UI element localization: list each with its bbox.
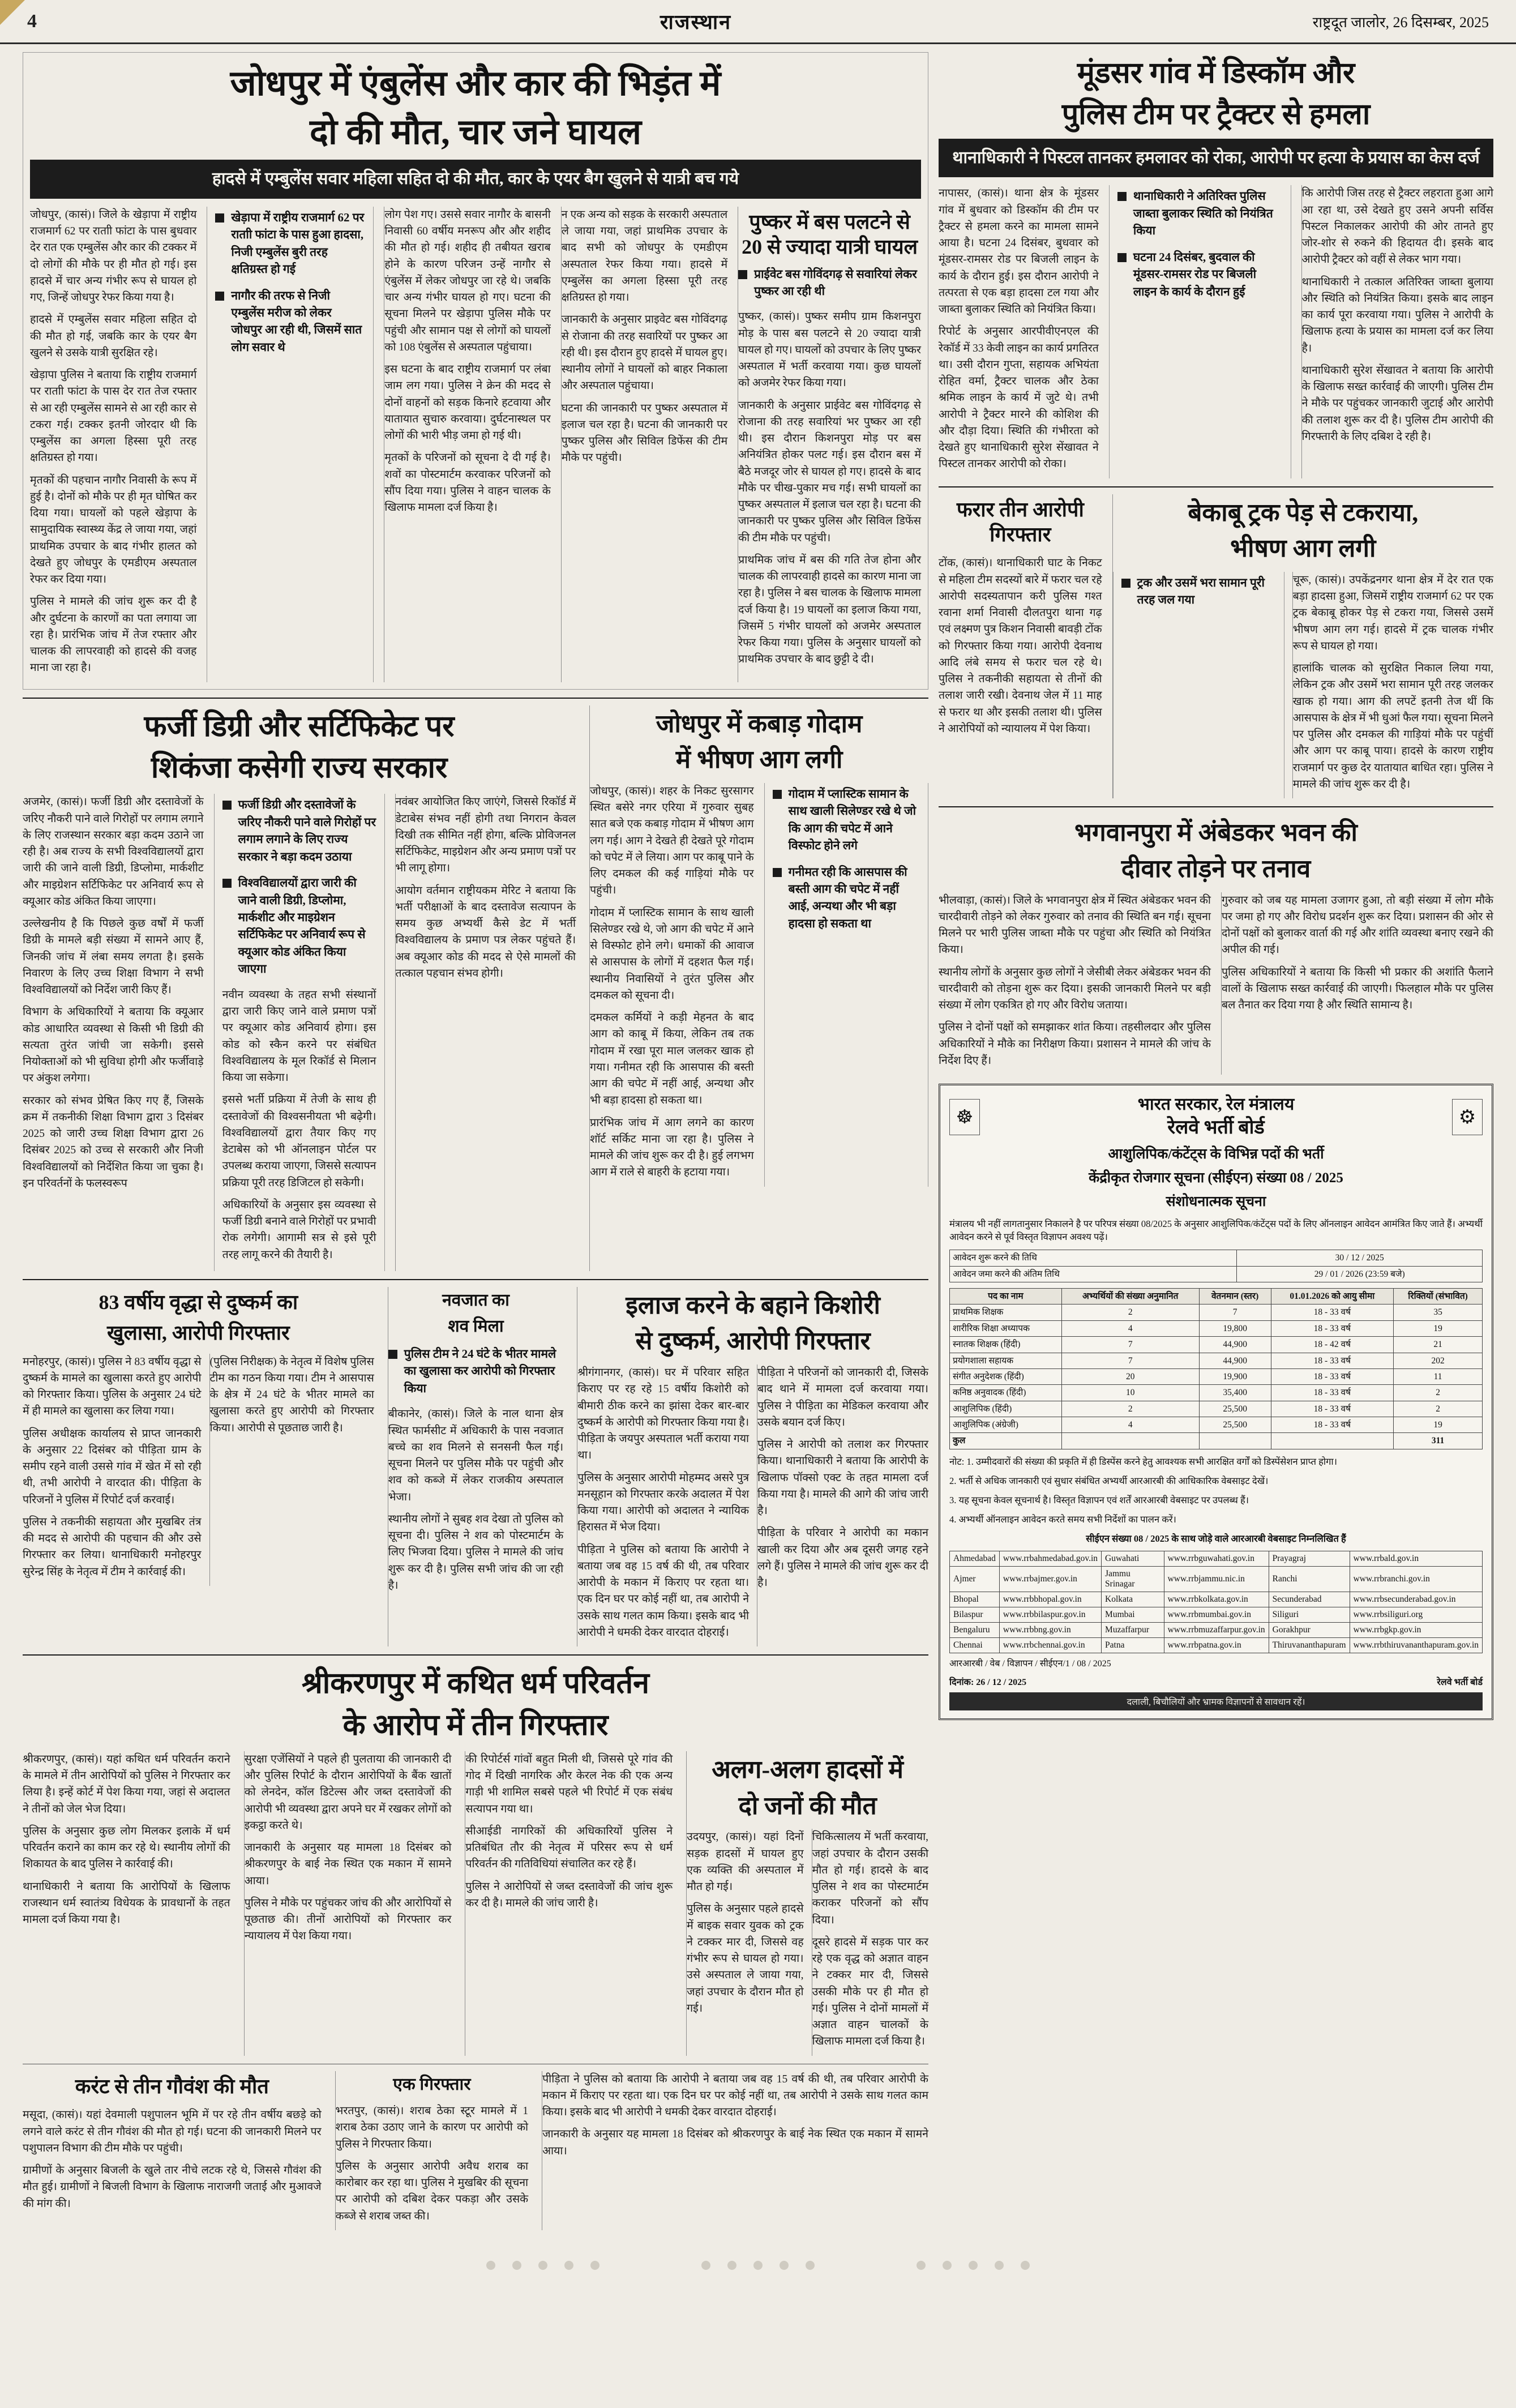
section-divider	[939, 486, 1493, 487]
list-item: प्राईवेट बस गोविंदगढ़ से सवारियां लेकर पुष्कर आ रही थी	[738, 266, 921, 300]
rrb-url[interactable]: www.rrbbng.gov.in	[999, 1623, 1101, 1638]
article-headline: नवजात का	[442, 1290, 509, 1310]
square-bullet-icon	[222, 879, 232, 888]
article-minor-rape	[577, 1287, 928, 1646]
article-headline: इलाज करने के बहाने किशोरी	[626, 1291, 880, 1319]
rrb-url[interactable]: www.rrbbilaspur.gov.in	[999, 1607, 1101, 1623]
ad-vacancy-body	[950, 1304, 1483, 1449]
rrb-city: Mumbai	[1102, 1607, 1164, 1623]
article-headline: जोधपुर में एंबुलेंस और कार की भिड़ंत में	[230, 65, 721, 103]
degree-text-col3: नवंबर आयोजित किए जाएंगे, जिससे रिकॉर्ड में डेटाबेस संभव नहीं होगी तथा निगरान केवल दिखी तक सीमित नहीं होगा, बल्कि प्रोविजनल सर्टिफिकेट, माइग्रेशन और अन्य प्रमाण पत्रों पर भी लागू होगा। आयोग वर्तमान राष्ट्रीयकम मेरिट ने बताया कि भर्ती परीक्षाओं के बाद दस्तावेज सत्यापन के समय कुछ अभ्यर्थी कैसे डेट में भर्ती विश्वविद्यालय के प्रमाण पत्र लेकर पहुंचते हैं। अब क्यूआर कोड की मदद से ऐसे मामलों की तत्काल पहचान संभव होगी।	[395, 794, 576, 1271]
pushkar-text: पुष्कर, (कासं)। पुष्कर समीप ग्राम किशनपुरा मोड़ के पास बस पलटने से 20 ज्यादा यात्री घायल हो गए। घायलों को उपचार के लिए पुष्कर अस्पताल में भर्ती करवाया गया। कुछ घायलों को अजमेर रेफर किया गया। जानकारी के अनुसार प्राईवेट बस गोविंदगढ़ से रोजाना की तरह सवारियां भर पुष्कर आ रही थी। इस दौरान किशनपुरा मोड़ पर बस अनियंत्रित होकर पलट गई। इस दौरान बस में बैठे मजदूर जोर से घायल हो गए। हादसे के बाद मौके पर चीख-पुकार मच गई। सभी घायलों का पुष्कर अस्पताल में इलाज चल रहा है। घटना की जानकारी पर पुष्कर पुलिस और सिविल डिफेंस की टीम मौके पर पहुंची। प्राथमिक जांच में बस की गति तेज होना और चालक की लापरवाही हादसे का कारण माना जा रहा है। पुलिस ने बस चालक के खिलाफ मामला दर्ज किया है। 19 घायलों का इलाज किया गया, जिसमें 5 गंभीर घायलों को अजमेर अस्पताल रेफर किया गया। पुलिस के अनुसार घायलों को प्राथमिक उपचार के बाद छुट्टी दे दी।	[738, 311, 921, 666]
dharm-text-col1: श्रीकरणपुर, (कासं)। यहां कथित धर्म परिवर्तन कराने के मामले में तीन आरोपियों को पुलिस ने गिरफ्तार कर लिया है। इन्हें कोर्ट में पेश किया गया, जहां से अदालत ने तीनों को जेल भेज दिया। पुलिस के अनुसार कुछ लोग मिलकर इलाके में धर्म परिवर्तन कराने का काम कर रहे थे। स्थानीय लोगों की शिकायत के बाद पुलिस ने कार्रवाई की। थानाधिकारी ने बताया कि आरोपियों के खिलाफ राजस्थान धर्म स्वातंत्र्य विधेयक के प्रावधानों के तहत मामला दर्ज किया गया है।	[23, 1753, 230, 1926]
cell: 11	[1394, 1368, 1483, 1384]
rrb-city: Kolkata	[1102, 1592, 1164, 1607]
filler-text-block: पीड़िता ने पुलिस को बताया कि आरोपी ने बताया जब वह 15 वर्ष की थी, तब परिवार आरोपी के मकान में किराए पर रहता था। एक दिन घर पर कोई नहीं था, तब आरोपी ने उसके साथ गलत काम किया। इसके बाद भी आरोपी ने धमकी देकर वारदात दोहराई। जानकारी के अनुसार यह मामला 18 दिसंबर को श्रीकरणपुर के बाई नेक स्थित एक मकान में सामने आया।	[542, 2071, 928, 2230]
article-headline-2: शिकंजा कसेगी राज्य सरकार	[151, 751, 448, 784]
list-item: खेड़ापा में राष्ट्रीय राजमार्ग 62 पर राताी फांटा के पास हुआ हादसा, निजी एम्बुलेंस बुरी तरह क्षतिग्रस्त हो गई	[215, 209, 365, 278]
rrb-url[interactable]: www.rrbguwahati.gov.in	[1164, 1551, 1269, 1567]
cell: 2	[1394, 1401, 1483, 1417]
minor-rape-text-col2: पीड़िता ने परिजनों को जानकारी दी, जिसके बाद थाने में मामला दर्ज करवाया गया। पुलिस ने पीड़िता का मेडिकल करवाया और उसके बयान दर्ज किए। पुलिस ने आरोपी को तलाश कर गिरफ्तार किया। थानाधिकारी ने बताया कि आरोपी के खिलाफ पॉक्सो एक्ट के तहत मामला दर्ज किया गया है। मामले की आगे की जांच जारी है। पीड़िता के परिवार ने आरोपी का मकान खाली कर दिया और अब दूसरी जगह रहने लगे हैं। पुलिस ने मामले की जांच शुरू कर दी है।	[757, 1365, 928, 1646]
list-item: थानाधिकारी ने अतिरिक्त पुलिस जाब्ता बुलाकर स्थिति को नियंत्रित किया	[1117, 187, 1283, 239]
lead-text-col3: न एक अन्य को सड़क के सरकारी अस्पताल ले जाया गया, जहां प्राथमिक उपचार के बाद सभी को जोधपुर के एमडीएम अस्पताल रेफर किया गया। हादसे में एम्बुलेंस का अगला हिस्सा पूरी तरह क्षतिग्रस्त हो गया। जानकारी के अनुसार प्राइवेट बस गोविंदगढ़ से रोजाना की तरह सवारियों पर पुष्कर आ रही थी। इस दौरान हुए हादसे में घायल हुए। स्थानीय लोगों ने घायलों को बाहर निकाला और अस्पताल पहुंचाया। घटना की जानकारी पर पुष्कर अस्पताल में इलाज चल रहा है। घटना की जानकारी पर पुष्कर पुलिस और सिविल डिफेंस की टीम मौके पर पहुंची।	[561, 207, 727, 682]
table-header-row	[950, 1289, 1483, 1304]
table-row	[950, 1304, 1483, 1320]
table-row	[950, 1607, 1483, 1623]
cell: 7	[1061, 1337, 1199, 1353]
ad-footnote-3: 3. यह सूचना केवल सूचनार्थ है। विस्तृत विज्ञापन एवं शर्तें आरआरबी वेबसाइट पर उपलब्ध हैं।	[949, 1494, 1249, 1505]
bhagwanpura-body-row	[939, 892, 1493, 1075]
rrb-url[interactable]: www.rrbpatna.gov.in	[1164, 1638, 1269, 1653]
date-label: आवेदन जमा करने की अंतिम तिथि	[950, 1266, 1237, 1282]
article-navjat	[388, 1287, 563, 1646]
article-headline: जोधपुर में कबाड़ गोदाम	[656, 709, 863, 738]
article-headline-2: दो की मौत, चार जने घायल	[309, 113, 642, 152]
cell: 4	[1061, 1320, 1199, 1336]
cell: 2	[1061, 1401, 1199, 1417]
list-item: विश्वविद्यालयों द्वारा जारी की जाने वाली डिग्री, डिप्लोमा, मार्कशीट और माइग्रेशन सर्टिफिकेट पर अनिवार्य रूप से क्यूआर कोड अंकित किया जाएगा	[222, 874, 376, 978]
reg-dot	[538, 2261, 547, 2270]
reg-dot	[780, 2261, 789, 2270]
cell: 20	[1061, 1368, 1199, 1384]
ad-date: दिनांक: 26 / 12 / 2025	[949, 1677, 1027, 1687]
cell: 19	[1394, 1320, 1483, 1336]
truck-text: चूरू, (कासं)। उपकेंद्रनगर थाना क्षेत्र में देर रात एक बड़ा हादसा हुआ, जिसमें राष्ट्रीय राजमार्ग 62 पर एक ट्रक बेकाबू होकर पेड़ से टकरा गया, जिससे उसमें भीषण आग लग गई। हादसे में ट्रक चालक गंभीर रूप से घायल हो गया। हालांकि चालक को सुरक्षित निकाल लिया गया, लेकिन ट्रक और उसमें भरा सामान पूरी तरह जलकर खाक हो गया। आग की लपटें इतनी तेज थीं कि आसपास के क्षेत्र में भी धुआं फैल गया। सूचना मिलने पर पुलिस और दमकल की गाड़ियां मौके पर पहुंचीं और आग पर काबू पाया। हादसे के कारण राष्ट्रीय राजमार्ग पर कुछ देर यातायात बाधित रहा। पुलिस ने मामले की जांच शुरू कर दी है।	[1292, 572, 1493, 798]
kabad-text: जोधपुर, (कासं)। शहर के निकट सुरसागर स्थित बसेरे नगर एरिया में गुरुवार सुबह सात बजे एक कबाड़ गोदाम में भीषण आग लग गई। आग ने देखते ही देखते पूरे गोदाम को चपेट में ले लिया। आग पर काबू पाने के लिए दमकल की कई गाड़ियां मौके पर पहुंची। गोदाम में प्लास्टिक सामान के साथ खाली सिलेण्डर रखे थे, जो आग की चपेट में आने से विस्फोट होने लगे। धमाकों की आवाज से आसपास के लोगों में दहशत फैल गई। स्थानीय निवासियों ने तुरंत पुलिस और दमकल को सूचना दी। दमकल कर्मियों ने कड़ी मेहनत के बाद आग को काबू में किया, लेकिन तब तक गोदाम में रखा पूरा माल जलकर खाक हो गया। गनीमत रही कि आसपास की बस्ती आग की चपेट में नहीं आई, अन्यथा और भी बड़ा हादसा हो सकता था। प्रारंभिक जांच में आग लगने का कारण शॉर्ट सर्किट माना जा रहा है। पुलिस ने मामले की जांच शुरू कर दी है। हुई लगभग आग में राले से बाहरी के हटाया गया।	[590, 785, 754, 1179]
ad-vacancy-table	[949, 1288, 1483, 1449]
date-value: 29 / 01 / 2026 (23:59 बजे)	[1237, 1266, 1483, 1282]
cell: 18 - 42 वर्ष	[1271, 1337, 1394, 1353]
section-divider	[23, 1654, 928, 1656]
degree-bullets	[214, 794, 385, 1271]
article-two-deaths	[686, 1751, 928, 2056]
rrb-city: Bhopal	[950, 1592, 1000, 1607]
cell: आशुलिपिक (हिंदी)	[950, 1401, 1062, 1417]
rrb-city: Jammu Srinagar	[1102, 1567, 1164, 1592]
table-row	[950, 1592, 1483, 1607]
cell: 2	[1061, 1304, 1199, 1320]
article-truck-fire	[1112, 494, 1493, 799]
square-bullet-icon	[222, 801, 232, 810]
article-headline: करंट से तीन गौवंश की मौत	[75, 2075, 269, 2098]
square-bullet-icon	[215, 292, 224, 301]
cell: 35	[1394, 1304, 1483, 1320]
rrb-url[interactable]: www.rrbthiruvananthapuram.gov.in	[1350, 1638, 1482, 1653]
square-bullet-icon	[1117, 192, 1127, 201]
rrb-city: Ahmedabad	[950, 1551, 1000, 1567]
minor-rape-text-col1: श्रीगंगानगर, (कासं)। घर में परिवार सहित किराए पर रह रहे 15 वर्षीय किशोरी को बीमारी ठीक करने का झांसा देकर बार-बार दुष्कर्म के आरोपी को गिरफ्तार किया गया है। पीड़िता के जयपुर अस्पताल भर्ती कराया गया था। पुलिस के अनुसार आरोपी मोहम्मद असरे पुत्र मनसूहान को गिरफ्तार करके अदालत में पेश किया गया। आरोपी को अदालत ने न्यायिक हिरासत में भेज दिया। पीड़िता ने पुलिस को बताया कि आरोपी ने बताया जब वह 15 वर्ष की थी, तब परिवार आरोपी के मकान में किराए पर रहता था। एक दिन घर पर कोई नहीं था, तब आरोपी ने उसके साथ गलत काम किया। इसके बाद भी आरोपी ने धमकी देकर वारदात दोहराई।	[577, 1367, 750, 1639]
cell: स्नातक शिक्षक (हिंदी)	[950, 1337, 1062, 1353]
article-headline: मूंडसर गांव में डिस्कॉम और	[1077, 57, 1355, 89]
ad-subtitle-1: आशुलिपिक/कंटेंट्स के विभिन्न पदों की भर्ती	[1108, 1147, 1324, 1162]
rrb-url[interactable]: www.rrbmuzaffarpur.gov.in	[1164, 1623, 1269, 1638]
mundsar-text-col2: कि आरोपी जिस तरह से ट्रैक्टर लहराता हुआ आगे आ रहा था, उसे देखते हुए उसने अपनी सर्विस पिस्टल निकालकर आरोपी की ओर तानते हुए जोर-शोर से रुकने की हिदायत दी। इसके बाद आरोपी ट्रैक्टर को वहीं से लेकर भाग गया। थानाधिकारी ने तत्काल अतिरिक्त जाब्ता बुलाया और स्थिति को नियंत्रित किया। इसके बाद लाइन का कार्य पूरा करवाया गया। पुलिस ने आरोपी के खिलाफ हत्या के प्रयास का मामला दर्ज कर लिया है। थानाधिकारी सुरेश सेंखावत ने बताया कि आरोपी के खिलाफ सख्त कार्रवाई की जाएगी। पुलिस टीम ने मौके पर पहुंचकर जानकारी जुटाई और आरोपी की तलाश शुरू कर दी है। पुलिस टीम आरोपी की गिरफ्तारी के लिए दबिश दे रही है।	[1301, 185, 1493, 478]
list-item: ट्रक और उसमें भरा सामान पूरी तरह जल गया	[1121, 574, 1276, 609]
reg-dot	[564, 2261, 573, 2270]
two-deaths-text-col1: उदयपुर, (कासं)। यहां दिनों सड़क हादसों में घायल हुए एक व्यक्ति की अस्पताल में मौत हो गई। पुलिस के अनुसार पहले हादसे में बाइक सवार युवक को ट्रक ने टक्कर मार दी, जिससे वह गंभीर रूप से घायल हो गया। उसे अस्पताल ले जाया गया, जहां उपचार के दौरान मौत हो गई।	[687, 1831, 804, 2014]
rrb-city: Patna	[1102, 1638, 1164, 1653]
ad-signature-row	[949, 1675, 1483, 1688]
rrb-city: Bilaspur	[950, 1607, 1000, 1623]
cell	[1199, 1433, 1271, 1449]
list-item: गोदाम में प्लास्टिक सामान के साथ खाली सिलेण्डर रखे थे जो कि आग की चपेट में आने विस्फोट होने लगे	[773, 785, 920, 854]
mundsar-text-col1: नापासर, (कासं)। थाना क्षेत्र के मूंडसर गांव में बुधवार को डिस्कॉम की टीम पर ट्रैक्टर से हमला करने का मामला सामने आया है। घटना 24 दिसंबर, बुधवार को मूंडसर-रामसर रोड पर बिजली लाइन के कार्य के दौरान हुई। इस दौरान आरोपी ने तत्परता से एक बड़ा हादसा टल गया और जाब्ता बुलाकर स्थिति को नियंत्रित किया। रिपोर्ट के अनुसार आरपीवीएनएल की रेकॉर्ड में 33 केवी लाइन का कार्य प्रगतिरत था। उसी दौरान गुप्ता, सहायक अभियंता रोहित वर्मा, ट्रैक्टर चालक और ठेका श्रमिक लाइन के कार्य में जुटे थे। तभी आरोपी ने ट्रैक्टर मारने की कोशिश की और दौड़ा दिया। स्थिति की गंभीरता को देखते हुए थानाधिकारी सुरेश सेंखावत ने पिस्टल तानकर आरोपी को रोका।	[939, 187, 1099, 471]
article-dharm-parivartan	[23, 1662, 928, 2055]
ad-title	[1138, 1093, 1294, 1140]
rrb-city: Siliguri	[1269, 1607, 1350, 1623]
ad-authority: रेलवे भर्ती बोर्ड	[1437, 1677, 1483, 1687]
table-row	[950, 1320, 1483, 1336]
right-column	[939, 52, 1493, 2230]
ad-links-table	[949, 1551, 1483, 1653]
article-headline-2: में भीषण आग लगी	[675, 746, 843, 774]
article-headline: पुष्कर में बस पलटने से 20 से ज्यादा यात्री घायल	[742, 210, 918, 258]
cell: 2	[1394, 1385, 1483, 1401]
footer-registration-marks	[0, 2253, 1516, 2273]
cell: 25,500	[1199, 1417, 1271, 1433]
cell: 10	[1061, 1385, 1199, 1401]
list-item: गनीमत रही कि आसपास की बस्ती आग की चपेट में नहीं आई, अन्यथा और भी बड़ा हादसा हो सकता था	[773, 863, 920, 933]
cell: 18 - 33 वर्ष	[1271, 1417, 1394, 1433]
rrb-url[interactable]: www.rrbchennai.gov.in	[999, 1638, 1101, 1653]
list-item: पुलिस टीम ने 24 घंटे के भीतर मामले का खुलासा कर आरोपी को गिरफ्तार किया	[388, 1345, 563, 1397]
ad-org-line2: रेलवे भर्ती बोर्ड	[1167, 1117, 1265, 1139]
square-bullet-icon	[1117, 253, 1127, 262]
mundsar-bullets	[1109, 185, 1291, 478]
section-divider	[23, 698, 928, 699]
left-column	[23, 52, 928, 2230]
rrb-city: Chennai	[950, 1638, 1000, 1653]
list-item: घटना 24 दिसंबर, बुदवाल की मूंडसर-रामसर रोड पर बिजली लाइन के कार्य के दौरान हुई	[1117, 249, 1283, 300]
lead-text-col1: जोधपुर, (कासं)। जिले के खेड़ापा में राष्ट्रीय राजमार्ग 62 पर राताी फांटा के पास बुधवार देर रात एक एम्बुलेंस और कार की टक्कर में दो लोगों की मौके पर ही मौत हो गई। इस हादसे में चार अन्य गंभीर रूप से घायल हो गए, जिन्हें जोधपुर रेफर किया गया है। हादसे में एम्बुलेंस सवार महिला सहित दो की मौत हो गई, जबकि कार के एयर बैग खुलने से उसके यात्री सुरक्षित रहे। खेड़ापा पुलिस ने बताया कि राष्ट्रीय राजमार्ग पर राताी फांटा के पास देर रात तेज रफ्तार से आ रही एम्बुलेंस सामने से आ रही कार से टकरा गई। टक्कर इतनी जोरदार थी कि एम्बुलेंस का अगला हिस्सा पूरी तरह क्षतिग्रस्त हो गया। मृतकों की पहचान नागौर निवासी के रूप में हुई है। दोनों को मौके पर ही मृत घोषित कर दिया गया। घायलों को पहले खेड़ापा के सामुदायिक स्वास्थ्य केंद्र ले जाया गया, जहां प्राथमिक उपचार के बाद गंभीर हालत को देखते हुए जोधपुर के एमडीएम अस्पताल रेफर कर दिया गया। पुलिस ने मामले की जांच शुरू कर दी है और दुर्घटना के कारणों का पता लगाया जा रहा है। प्रारंभिक जांच में तेज रफ्तार और चालक की लापरवाही को हादसे की वजह माना जा रहा है।	[30, 208, 197, 674]
bhagwanpura-text-col1: भीलवाड़ा, (कासं)। जिले के भगवानपुरा क्षेत्र में स्थित अंबेडकर भवन की चारदीवारी तोड़ने को लेकर गुरुवार को तनाव की स्थिति बन गई। सूचना मिलने पर भारी पुलिस जाब्ता मौके पर पहुंचा और स्थिति को नियंत्रित किया। स्थानीय लोगों के अनुसार कुछ लोगों ने जेसीबी लेकर अंबेडकर भवन की चारदीवारी को तोड़ना शुरू कर दिया। इसकी जानकारी मिलने पर बड़ी संख्या में लोग एकत्रित हो गए और विरोध जताया। पुलिस ने दोनों पक्षों को समझाकर शांत किया। तहसीलदार और पुलिस अधिकारियों ने मौके का निरीक्षण किया। प्रशासन ने मामले की जांच के निर्देश दिए हैं।	[939, 894, 1211, 1067]
cell	[1271, 1433, 1394, 1449]
section-divider	[23, 1279, 928, 1280]
row-farari-truck	[939, 494, 1493, 799]
reg-dot	[943, 2261, 952, 2270]
dharm-body-row	[23, 1751, 928, 2056]
rrb-city: Ranchi	[1269, 1567, 1350, 1592]
row-rape-navjat	[23, 1287, 928, 1646]
edition-line: राष्ट्रदूत जालोर, 26 दिसम्बर, 2025	[1312, 14, 1489, 31]
article-headline: फरार तीन आरोपी गिरफ्तार	[956, 498, 1084, 546]
ad-subtitle-3: संशोधनात्मक सूचना	[1166, 1194, 1266, 1209]
table-row	[950, 1567, 1483, 1592]
two-deaths-body-row	[687, 1829, 928, 2055]
article-three-arrested	[939, 494, 1102, 799]
article-headline-2: के आरोप में तीन गिरफ्तार	[342, 1709, 609, 1742]
lead-body-row	[30, 207, 921, 682]
article-current-cattle	[23, 2071, 322, 2230]
farari-text: टोंक, (कासं)। थानाधिकारी घाट के निकट से महिला टीम सदस्यों बारे में फरार चल रहे आरोपी सदस्यतापान करी पुलिस गश्त रवाना शर्मा निवासी दौलतपुरा थाना गढ़ एवं लक्ष्मण पुत्र किशन निवासी बावड़ी टोंक को गिरफ्तार किया गया। आरोपी देवनाथ आदि लंबे समय से फरार चल रहे थे। पुलिस ने तकनीकी सहायता से तीनों की तलाश जारी रखी। देवनाथ जेल में 11 माह से फरार था और इसकी तलाश थी। पुलिस ने आरोपियों को न्यायालय में पेश किया।	[939, 557, 1102, 735]
truck-bullets	[1113, 572, 1284, 798]
article-headline-2: दो जनों की मौत	[738, 1791, 877, 1820]
table-row	[950, 1266, 1483, 1282]
ad-reference-line: आरआरबी / वेब / विज्ञापन / सीईएन/1 / 08 / 2025	[949, 1659, 1111, 1669]
reg-dot	[806, 2261, 815, 2270]
table-row	[950, 1385, 1483, 1401]
article-headline: 83 वर्षीय वृद्धा से दुष्कर्म का	[99, 1290, 298, 1314]
dharm-text-col3: की रिपोर्टर्स गांवों बहुत मिली थी, जिससे पूरे गांव की गोद में दिखी नागरिक और केरल नेक की एक अन्य गाड़ी भी शामिल सबसे पहले भी रिपोर्ट में एक संबंध सत्यापन गया था। सीआईडी नागरिकों की अधिकारियों पुलिस ने प्रतिबंधित तौर की नेतृत्व में परिसर रूप से धर्म परिवर्तन की गतिविधियां संचालित कर रहे हैं। पुलिस ने आरोपियों से जब्त दस्तावेजों की जांच शुरू कर दी है। मामले की जांच जारी है।	[465, 1751, 673, 2056]
date-label: आवेदन शुरू करने की तिथि	[950, 1250, 1237, 1266]
list-item: नागौर की तरफ से निजी एम्बुलेंस मरीज को लेकर जोधपुर आ रही थी, जिसमें सात लोग सवार थे	[215, 287, 365, 356]
cell: 18 - 33 वर्ष	[1271, 1320, 1394, 1336]
cell: 4	[1061, 1417, 1199, 1433]
article-headline-2: खुलासा, आरोपी गिरफ्तार	[107, 1321, 290, 1344]
rrb-city: Gorakhpur	[1269, 1623, 1350, 1638]
row-degree-kabad	[23, 705, 928, 1271]
national-emblem-icon: ☸	[949, 1099, 980, 1135]
article-headline-2: भीषण आग लगी	[1230, 534, 1376, 563]
col-payscale: वेतनमान (स्तर)	[1199, 1289, 1271, 1304]
article-jodhpur-ambulance	[23, 52, 928, 690]
rrb-url[interactable]: www.rrbbhopal.gov.in	[999, 1592, 1101, 1607]
reg-dot	[512, 2261, 521, 2270]
page-number: 4	[27, 10, 37, 32]
rrb-url[interactable]: www.rrbald.gov.in	[1350, 1551, 1482, 1567]
cell	[1061, 1433, 1199, 1449]
ad-links-title: सीईएन संख्या 08 / 2025 के साथ जोड़े वाले आरआरबी वेबसाइट निम्नलिखित हैं	[1086, 1533, 1346, 1544]
kabad-bullets	[764, 783, 928, 1187]
cell: 25,500	[1199, 1401, 1271, 1417]
col-post-name: पद का नाम	[950, 1289, 1062, 1304]
degree-text-col2: नवीन व्यवस्था के तहत सभी संस्थानों द्वारा जारी किए जाने वाले प्रमाण पत्रों पर क्यूआर कोड अनिवार्य होगा। इस कोड को स्कैन करने पर संबंधित विश्वविद्यालय के मूल रिकॉर्ड से मिलान किया जा सकेगा। इससे भर्ती प्रक्रिया में तेजी के साथ ही दस्तावेजों की विश्वसनीयता भी बढ़ेगी। विश्वविद्यालयों द्वारा तैयार किए गए डेटाबेस को भी ऑनलाइन पोर्टल पर उपलब्ध कराया जाएगा, जिससे सत्यापन प्रक्रिया पूरी तरह डिजिटल हो सकेगी। अधिकारियों के अनुसार इस व्यवस्था से फर्जी डिग्री बनाने वाले गिरोहों पर प्रभावी रोक लगेगी। आगामी सत्र से इसे पूरी तरह लागू करने की तैयारी है।	[222, 989, 376, 1261]
cell: प्राथमिक शिक्षक	[950, 1304, 1062, 1320]
rrb-city: Ajmer	[950, 1567, 1000, 1592]
ad-org-line1: भारत सरकार, रेल मंत्रालय	[1137, 1095, 1295, 1114]
bhagwanpura-text-col2: गुरुवार को जब यह मामला उजागर हुआ, तो बड़ी संख्या में लोग मौके पर जमा हो गए और विरोध प्रदर्शन शुरू कर दिया। प्रशासन की ओर से दोनों पक्षों को बुलाकर वार्ता की गई और शांति व्यवस्था बनाए रखने की अपील की गई। पुलिस अधिकारियों ने बताया कि किसी भी प्रकार की अशांति फैलाने वालों के खिलाफ सख्त कार्रवाई की जाएगी। फिलहाल मौके पर पुलिस बल तैनात कर दिया गया है और स्थिति सामान्य है।	[1221, 892, 1493, 1075]
two-deaths-text-col2: चिकित्सालय में भर्ती करवाया, जहां उपचार के दौरान उसकी मौत हो गई। हादसे के बाद पुलिस ने शव का पोस्टमार्टम कराकर परिजनों को सौंप दिया। दूसरे हादसे में सड़क पार कर रहे एक वृद्ध को अज्ञात वाहन ने टक्कर मार दी, जिससे उसकी मौके पर ही मौत हो गई। पुलिस ने दोनों मामलों में अज्ञात वाहन चालकों के खिलाफ मामला दर्ज किया है।	[812, 1829, 928, 2055]
table-row	[950, 1551, 1483, 1567]
rape83-text-col2: (पुलिस निरीक्षक) के नेतृत्व में विशेष पुलिस टीम का गठन किया गया। टीम ने आसपास के क्षेत्र में 24 घंटे के भीतर मामले का खुलासा करते हुए आरोपी को गिरफ्तार किया। आरोपी से पूछताछ जारी है।	[209, 1354, 374, 1586]
reg-dot	[590, 2261, 599, 2270]
ad-warning-strip: दलाली, बिचौलियों और भ्रामक विज्ञापनों से सावधान रहें।	[949, 1692, 1483, 1710]
rape83-body-row	[23, 1354, 374, 1586]
rrb-url[interactable]: www.rrbjammu.nic.in	[1164, 1567, 1269, 1592]
cell: 7	[1061, 1353, 1199, 1368]
cell: 44,900	[1199, 1337, 1271, 1353]
reg-dot	[701, 2261, 710, 2270]
col-age-limit: 01.01.2026 को आयु सीमा	[1271, 1289, 1394, 1304]
cell: 18 - 33 वर्ष	[1271, 1385, 1394, 1401]
table-row	[950, 1638, 1483, 1653]
reg-dot	[727, 2261, 736, 2270]
cell: 19	[1394, 1417, 1483, 1433]
table-row	[950, 1250, 1483, 1266]
kabad-body-row	[590, 783, 928, 1187]
cell: शारीरिक शिक्षा अध्यापक	[950, 1320, 1062, 1336]
reg-dot	[486, 2261, 495, 2270]
article-subhead: हादसे में एम्बुलेंस सवार महिला सहित दो की मौत, कार के एयर बैग खुलने से यात्री बच गये	[30, 160, 921, 199]
square-bullet-icon	[388, 1350, 397, 1359]
article-bhagwanpura	[939, 814, 1493, 1075]
cell: कनिष्ठ अनुवादक (हिंदी)	[950, 1385, 1062, 1401]
article-headline-2: दीवार तोड़ने पर तनाव	[1121, 854, 1311, 883]
cell: 18 - 33 वर्ष	[1271, 1353, 1394, 1368]
rape83-text: मनोहरपुर, (कासं)। पुलिस ने 83 वर्षीय वृद्धा से दुष्कर्म के मामले का खुलासा करते हुए आरोपी को गिरफ्तार किया। पुलिस के अनुसार 24 घंटे में ही मामले का खुलासा कर लिया गया। पुलिस अधीक्षक कार्यालय से प्राप्त जानकारी के अनुसार 22 दिसंबर को पीड़िता ग्राम के समीप रहने वाली उससे गांव में खेत में सो रही थी, तभी आरोपी ने वारदात की। पीड़िता के परिजनों ने पुलिस में रिपोर्ट दर्ज करवाई। पुलिस ने तकनीकी सहायता और मुखबिर तंत्र की मदद से आरोपी की पहचान की और उसे गिरफ्तार कर लिया। थानाधिकारी मनोहरपुर सुरेन्द्र सिंह के नेतृत्व में टीम ने कार्रवाई की।	[23, 1355, 202, 1578]
article-pushkar-bus	[738, 207, 921, 682]
list-item: फर्जी डिग्री और दस्तावेजों के जरिए नौकरी पाने वाले गिरोहों पर लगाम लगाने के लिए राज्य सरकार ने बड़ा कदम उठाया	[222, 796, 376, 865]
table-row	[950, 1401, 1483, 1417]
section-divider	[939, 806, 1493, 807]
table-row	[950, 1353, 1483, 1368]
degree-text-col1: अजमेर, (कासं)। फर्जी डिग्री और दस्तावेजों के जरिए नौकरी पाने वाले गिरोहों पर लगाम लगाने के लिए राजस्थान सरकार बड़ा कदम उठाने जा रही है। अब राज्य के सभी विश्वविद्यालयों द्वारा जारी की जाने वाली डिग्री, डिप्लोमा, मार्कशीट और माइग्रेशन सर्टिफिकेट पर अनिवार्य रूप से क्यूआर कोड अंकित किया जाएगा। उल्लेखनीय है कि पिछले कुछ वर्षों में फर्जी डिग्री के मामले बड़ी संख्या में सामने आए हैं, जिनकी जांच में लंबा समय लगता है। इसके निवारण के लिए उच्च शिक्षा विभाग ने सभी विश्वविद्यालयों को निर्देश जारी किए हैं। विभाग के अधिकारियों ने बताया कि क्यूआर कोड आधारित व्यवस्था से किसी भी डिग्री की सत्यता तुरंत जांची जा सकेगी। इससे नियोक्ताओं को भी सुविधा होगी और फर्जीवाड़े पर अंकुश लगेगा। सरकार को संभव प्रेषित किए गए हैं, जिसके क्रम में तकनीकी शिक्षा विभाग द्वारा 3 दिसंबर 2025 को जारी उच्च शिक्षा विभाग द्वारा 26 दिसंबर 2025 को उच्च से सरकारी और निजी विश्वविद्यालयों को निर्देशित किया जा चुका है। इन परिवर्तनों के फलस्वरूप	[23, 796, 204, 1190]
cell: 44,900	[1199, 1353, 1271, 1368]
dharm-text-col2: सुरक्षा एजेंसियों ने पहले ही पुलताया की जानकारी दी और पुलिस रिपोर्ट के दौरान आरोपियों के बैंक खातों को लेनदेन, कॉल डिटेल्स और जब्त दस्तावेजों की आरोपी भी व्यवस्था द्वारा अपने घर में रखकर लोगों को इकट्ठा करते थे। जानकारी के अनुसार यह मामला 18 दिसंबर को श्रीकरणपुर के बाई नेक स्थित एक मकान में सामने आया। पुलिस ने मौके पर पहुंचकर जांच की और आरोपियों से पूछताछ की। तीनों आरोपियों को गिरफ्तार कर न्यायालय में पेश किया गया।	[244, 1751, 452, 2056]
article-headline: फर्जी डिग्री और सर्टिफिकेट पर	[144, 710, 455, 743]
square-bullet-icon	[1121, 579, 1130, 588]
minor-rape-body-row	[577, 1365, 928, 1646]
cell: 18 - 33 वर्ष	[1271, 1368, 1394, 1384]
rrb-url[interactable]: www.rrbsecunderabad.gov.in	[1350, 1592, 1482, 1607]
article-rape-83	[23, 1287, 374, 1646]
cell: 18 - 33 वर्ष	[1271, 1401, 1394, 1417]
mundsar-body-row	[939, 185, 1493, 478]
article-headline: श्रीकरणपुर में कथित धर्म परिवर्तन	[301, 1667, 650, 1700]
article-headline-2: से दुष्कर्म, आरोपी गिरफ्तार	[635, 1327, 871, 1355]
reg-dot	[1021, 2261, 1030, 2270]
rrb-city: Thiruvananthapuram	[1269, 1638, 1350, 1653]
article-fake-degree	[23, 705, 576, 1271]
col-candidates: अभ्यर्थियों की संख्या अनुमानित	[1061, 1289, 1199, 1304]
table-row	[950, 1368, 1483, 1384]
rrb-url[interactable]: www.rrbmumbai.gov.in	[1164, 1607, 1269, 1623]
article-headline: अलग-अलग हादसों में	[712, 1755, 903, 1783]
ad-notice-text: मंत्रालय भी नहीं लागतानुसार निकालने है पर परिपत्र संख्या 08/2025 के अनुसार आशुलिपिक/कंटेंट्स पदों के लिए ऑनलाइन आवेदन आमंत्रित किए जाते हैं। अभ्यर्थी आवेदन करने से पूर्व विस्तृत विज्ञापन अवश्य पढ़ें।	[949, 1218, 1483, 1243]
truck-body-row	[1113, 572, 1493, 798]
cell: 18 - 33 वर्ष	[1271, 1304, 1394, 1320]
page-title: राजस्थान	[659, 11, 732, 33]
table-row	[950, 1337, 1483, 1353]
rrb-city: Bengaluru	[950, 1623, 1000, 1638]
table-row-total	[950, 1433, 1483, 1449]
article-subhead: थानाधिकारी ने पिस्टल तानकर हमलावर को रोका, आरोपी पर हत्या के प्रयास का केस दर्ज	[939, 139, 1493, 178]
rrb-city: Guwahati	[1102, 1551, 1164, 1567]
rrb-url[interactable]: www.rrbkolkata.gov.in	[1164, 1592, 1269, 1607]
rrb-url[interactable]: www.rrbsiliguri.org	[1350, 1607, 1482, 1623]
article-headline: बेकाबू ट्रक पेड़ से टकराया,	[1188, 498, 1419, 527]
reg-dot	[969, 2261, 978, 2270]
table-row	[950, 1417, 1483, 1433]
reg-dot	[753, 2261, 763, 2270]
railway-recruitment-advertisement	[939, 1084, 1493, 1720]
reg-dot	[995, 2261, 1004, 2270]
ad-header	[949, 1093, 1483, 1140]
table-row	[950, 1623, 1483, 1638]
ad-footnote-1: नोट: 1. उम्मीदवारों की संख्या की प्रकृति में ही डिस्पेंस करने हेतु आवश्यक सभी आरक्षित वर्गों को डिस्पेंसेशन प्राप्त होगा।	[949, 1456, 1337, 1467]
masthead	[0, 0, 1516, 44]
cell: संगीत अनुदेशक (हिंदी)	[950, 1368, 1062, 1384]
cell: 7	[1199, 1304, 1271, 1320]
row-current-arrest	[23, 2071, 928, 2230]
article-mundsar-attack	[939, 52, 1493, 478]
article-headline: भगवानपुरा में अंबेडकर भवन की	[1074, 819, 1357, 847]
page-corner-decoration	[0, 0, 25, 25]
cell: 35,400	[1199, 1385, 1271, 1401]
ad-subtitle-2: केंद्रीकृत रोजगार सूचना (सीईएन) संख्या 08 / 2025	[1089, 1170, 1343, 1186]
railway-logo-icon: ⚙	[1452, 1099, 1483, 1135]
ad-dates-table	[949, 1250, 1483, 1282]
current-text: मसूदा, (कासं)। यहां देवमाली पशुपालन भूमि में पर रहे तीन वर्षीय बछड़े को लगने वाले करंट से तीन गौवंश की मौत हो गई। घटना की जानकारी मिलने पर पशुपालन विभाग की टीम मौके पर पहुंची। ग्रामीणों के अनुसार बिजली के खुले तार नीचे लटक रहे थे, जिससे गौवंश की मौत हुई। ग्रामीणों ने बिजली विभाग के खिलाफ नाराजगी जताई और मुआवजे की मांग की।	[23, 2109, 322, 2210]
col-vacancies: रिक्तियों (संभावित)	[1394, 1289, 1483, 1304]
cell: प्रयोगशाला सहायक	[950, 1353, 1062, 1368]
rrb-url[interactable]: www.rrbranchi.gov.in	[1350, 1567, 1482, 1592]
page-grid	[0, 44, 1516, 2253]
square-bullet-icon	[738, 270, 747, 279]
lead-text-col2: लोग पेश गए। उससे सवार नागौर के बासनी निवासी 60 वर्षीय मनरूप और और शहीद की मौत हो गई। शहीद ही तबीयत खराब होने के कारण परिजन उन्हें नागौर से एंबुलेंस में लेकर जोधपुर जा रहे थे। जबकि चार अन्य गंभीर घायल हो गए। घटना की सूचना मिलने पर खेड़ापा पुलिस मौके पर पहुंची और सामान पक्ष से लोगों को घायलों को 108 एंबुलेंस से अस्पताल पहुंचाया। इस घटना के बाद राष्ट्रीय राजमार्ग पर लंबा जाम लग गया। पुलिस ने क्रेन की मदद से दोनों वाहनों को सड़क किनारे हटवाया और यातायात सुचारु करवाया। दुर्घटनास्थल पर लोगों की भारी भीड़ जमा हो गई थी। मृतकों के परिजनों को सूचना दे दी गई है। शवों का पोस्टमार्टम करवाकर परिजनों को सौंप दिया गया। पुलिस ने वाहन चालक के खिलाफ मामला दर्ज किया है।	[384, 207, 550, 682]
rrb-url[interactable]: www.rrbajmer.gov.in	[999, 1567, 1101, 1592]
article-headline-2: पुलिस टीम पर ट्रैक्टर से हमला	[1061, 99, 1371, 131]
cell: 19,900	[1199, 1368, 1271, 1384]
degree-body-row	[23, 794, 576, 1271]
navjat-text: बीकानेर, (कासं)। जिले के नाल थाना क्षेत्र स्थित फार्मसीट में अधिकारी के पास नवजात बच्चे का शव मिलने से सनसनी फैल गई। सूचना मिलने पर पुलिस मौके पर पहुंची और शव को कब्जे में लेकर राजकीय अस्पताल भेजा। स्थानीय लोगों ने सुबह शव देखा तो पुलिस को सूचना दी। पुलिस ने शव को पोस्टमार्टम के लिए भिजवा दिया। पुलिस ने मामले की जांच शुरू कर दी है। पुलिस सभी जांच की जा रही है।	[388, 1408, 564, 1592]
cell: कुल	[950, 1433, 1062, 1449]
date-value: 30 / 12 / 2025	[1237, 1250, 1483, 1266]
article-kabad-fire	[589, 705, 928, 1271]
rrb-city: Muzaffarpur	[1102, 1623, 1164, 1638]
rrb-url[interactable]: www.rrbahmedabad.gov.in	[999, 1551, 1101, 1567]
rrb-city: Secunderabad	[1269, 1592, 1350, 1607]
cell: 311	[1394, 1433, 1483, 1449]
ad-footnote-2: 2. भर्ती से अधिक जानकारी एवं सुधार संबंधित अभ्यर्थी आरआरबी की आधिकारिक वेबसाइट देखें।	[949, 1475, 1269, 1486]
square-bullet-icon	[215, 213, 224, 223]
cell: 202	[1394, 1353, 1483, 1368]
reg-dot	[917, 2261, 926, 2270]
rrb-url[interactable]: www.rrbgkp.gov.in	[1350, 1623, 1482, 1638]
one-arrest-text: भरतपुर, (कासं)। शराब ठेका स्टूर मामले में 1 शराब ठेका उठाए जाने के कारण पर आरोपी को पुलिस ने गिरफ्तार किया। पुलिस के अनुसार आरोपी अवैध शराब का कारोबार कर रहा था। पुलिस ने मुखबिर की सूचना पर आरोपी को दबिश देकर पकड़ा और उसके कब्जे से शराब जब्त की।	[335, 2105, 529, 2222]
cell: 19,800	[1199, 1320, 1271, 1336]
rrb-city: Prayagraj	[1269, 1551, 1350, 1567]
cell: आशुलिपिक (अंग्रेजी)	[950, 1417, 1062, 1433]
lead-bullets	[207, 207, 374, 682]
article-one-arrest	[335, 2071, 528, 2230]
article-headline-2: शव मिला	[448, 1317, 504, 1336]
article-headline: एक गिरफ्तार	[393, 2075, 471, 2094]
ad-footnote-4: 4. अभ्यर्थी ऑनलाइन आवेदन करते समय सभी निर्देशों का पालन करें।	[949, 1513, 1176, 1525]
cell: 21	[1394, 1337, 1483, 1353]
square-bullet-icon	[773, 868, 782, 877]
square-bullet-icon	[773, 790, 782, 799]
